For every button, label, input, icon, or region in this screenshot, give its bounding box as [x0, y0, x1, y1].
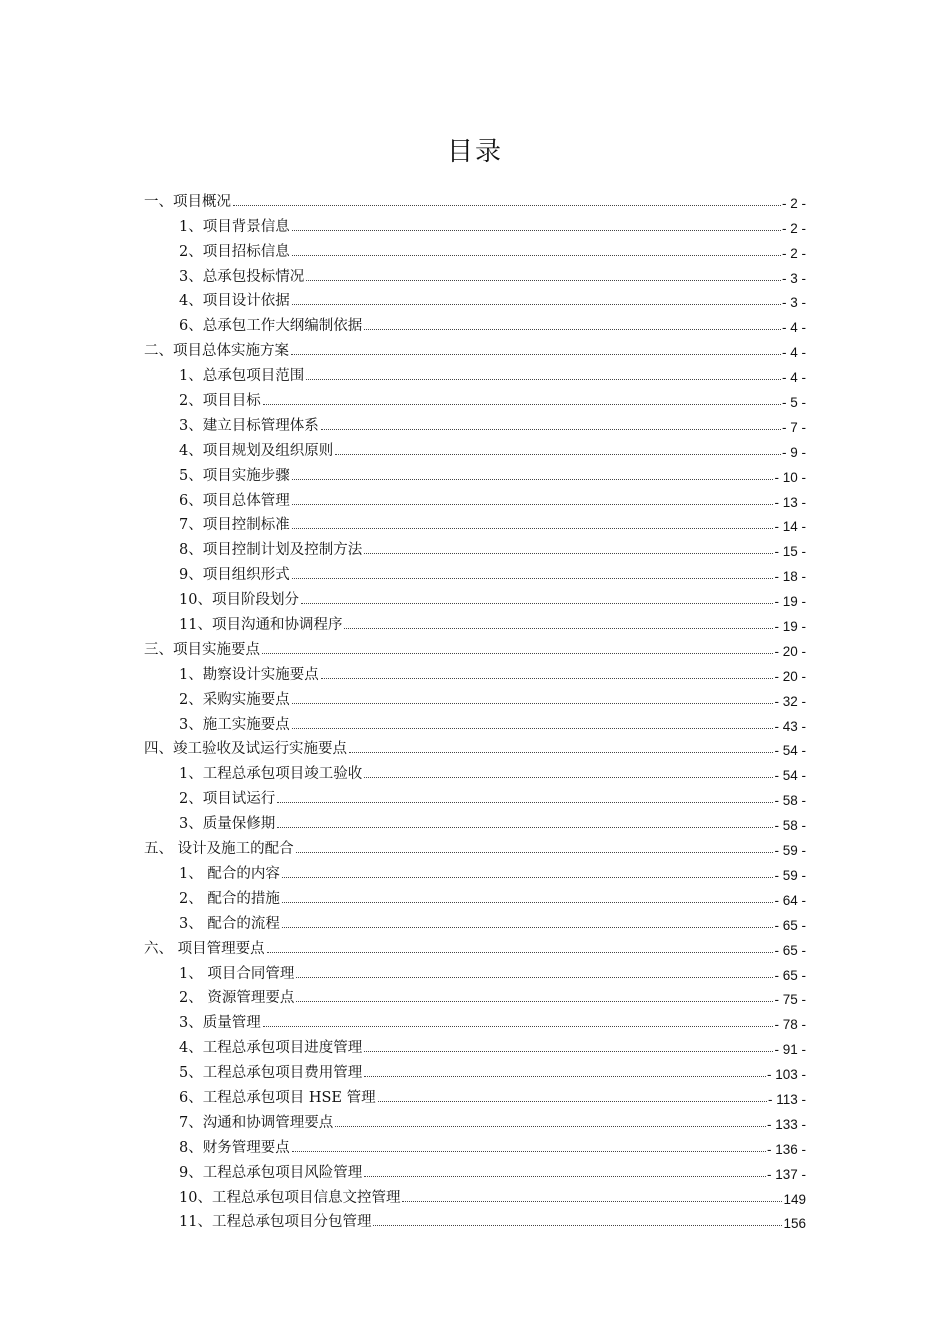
toc-subsection-entry[interactable]	[144, 1182, 806, 1207]
toc-dot-leader	[364, 553, 773, 554]
toc-subsection-entry[interactable]	[144, 1007, 806, 1032]
toc-subsection-entry[interactable]	[144, 858, 806, 883]
toc-dot-leader	[344, 628, 773, 629]
toc-entry-page-number: - 59 -	[774, 843, 806, 859]
toc-entry-label: 3、建立目标管理体系	[179, 417, 319, 434]
toc-entry-page-number: - 20 -	[774, 643, 806, 659]
toc-entry-page-number: - 54 -	[774, 768, 806, 784]
toc-entry-page-number: - 136 -	[766, 1141, 806, 1157]
toc-subsection-entry[interactable]	[144, 559, 806, 584]
toc-dot-leader	[292, 479, 774, 480]
toc-dot-leader	[291, 354, 781, 355]
toc-entry-page-number: 156	[783, 1216, 806, 1232]
toc-dot-leader	[277, 827, 773, 828]
toc-subsection-entry[interactable]	[144, 410, 806, 435]
toc-entry-page-number: - 54 -	[774, 743, 806, 759]
toc-entry-label: 五、 设计及施工的配合	[144, 841, 294, 858]
toc-dot-leader	[282, 902, 774, 903]
toc-entry-label: 2、项目试运行	[179, 791, 276, 808]
toc-dot-leader	[349, 752, 773, 753]
toc-dot-leader	[335, 1126, 766, 1127]
toc-subsection-entry[interactable]	[144, 958, 806, 983]
toc-entry-page-number: - 65 -	[774, 967, 806, 983]
toc-subsection-entry[interactable]	[144, 684, 806, 709]
toc-entry-page-number: - 91 -	[774, 1042, 806, 1058]
toc-section-entry[interactable]	[144, 734, 806, 759]
toc-entry-page-number: - 103 -	[766, 1067, 806, 1083]
toc-entry-page-number: - 64 -	[774, 892, 806, 908]
toc-subsection-entry[interactable]	[144, 385, 806, 410]
toc-dot-leader	[292, 703, 774, 704]
toc-entry-label: 1、 项目合同管理	[179, 965, 295, 982]
toc-entry-page-number: - 2 -	[781, 245, 806, 261]
toc-dot-leader	[364, 1051, 773, 1052]
toc-dot-leader	[292, 528, 774, 529]
toc-entry-page-number: - 59 -	[774, 867, 806, 883]
toc-entry-page-number: - 65 -	[774, 942, 806, 958]
toc-subsection-entry[interactable]	[144, 534, 806, 559]
toc-dot-leader	[233, 205, 781, 206]
toc-subsection-entry[interactable]	[144, 1132, 806, 1157]
toc-subsection-entry[interactable]	[144, 1032, 806, 1057]
toc-entry-label: 6、总承包工作大纲编制依据	[179, 318, 363, 335]
toc-entry-label: 9、工程总承包项目风险管理	[179, 1164, 363, 1181]
toc-entry-label: 10、项目阶段划分	[179, 592, 299, 609]
toc-dot-leader	[263, 404, 781, 405]
toc-dot-leader	[282, 877, 774, 878]
toc-entry-page-number: - 32 -	[774, 693, 806, 709]
toc-entry-label: 1、工程总承包项目竣工验收	[179, 766, 363, 783]
toc-entry-label: 11、工程总承包项目分包管理	[179, 1214, 372, 1231]
toc-entry-label: 10、工程总承包项目信息文控管理	[179, 1189, 401, 1206]
table-of-contents	[144, 186, 806, 1231]
toc-dot-leader	[373, 1225, 782, 1226]
toc-subsection-entry[interactable]	[144, 1207, 806, 1232]
toc-dot-leader	[277, 802, 773, 803]
toc-dot-leader	[321, 678, 774, 679]
toc-entry-label: 3、施工实施要点	[179, 716, 290, 733]
toc-entry-label: 1、项目背景信息	[179, 218, 290, 235]
toc-section-entry[interactable]	[144, 933, 806, 958]
toc-subsection-entry[interactable]	[144, 1057, 806, 1082]
toc-entry-label: 1、 配合的内容	[179, 865, 280, 882]
toc-entry-label: 7、项目控制标准	[179, 517, 290, 534]
toc-subsection-entry[interactable]	[144, 286, 806, 311]
toc-dot-leader	[282, 927, 774, 928]
toc-entry-label: 3、 配合的流程	[179, 915, 280, 932]
toc-entry-label: 一、项目概况	[144, 193, 231, 210]
toc-entry-page-number: - 75 -	[774, 992, 806, 1008]
toc-entry-label: 1、总承包项目范围	[179, 368, 305, 385]
toc-entry-page-number: - 19 -	[774, 619, 806, 635]
toc-dot-leader	[364, 1176, 766, 1177]
toc-section-entry[interactable]	[144, 186, 806, 211]
toc-subsection-entry[interactable]	[144, 883, 806, 908]
toc-subsection-entry[interactable]	[144, 510, 806, 535]
toc-entry-label: 9、项目组织形式	[179, 567, 290, 584]
toc-entry-page-number: - 3 -	[781, 295, 806, 311]
toc-entry-label: 5、工程总承包项目费用管理	[179, 1065, 363, 1082]
toc-entry-label: 7、沟通和协调管理要点	[179, 1114, 334, 1131]
toc-entry-page-number: - 7 -	[781, 419, 806, 435]
toc-entry-label: 6、项目总体管理	[179, 492, 290, 509]
toc-entry-page-number: 149	[783, 1191, 806, 1207]
toc-entry-page-number: - 19 -	[774, 594, 806, 610]
toc-entry-page-number: - 133 -	[766, 1116, 806, 1132]
toc-dot-leader	[292, 1151, 766, 1152]
toc-subsection-entry[interactable]	[144, 609, 806, 634]
toc-subsection-entry[interactable]	[144, 1107, 806, 1132]
toc-subsection-entry[interactable]	[144, 709, 806, 734]
toc-dot-leader	[296, 1001, 773, 1002]
toc-dot-leader	[292, 578, 774, 579]
toc-entry-label: 六、 项目管理要点	[144, 940, 265, 957]
toc-entry-label: 2、 资源管理要点	[179, 990, 295, 1007]
toc-subsection-entry[interactable]	[144, 435, 806, 460]
toc-subsection-entry[interactable]	[144, 1157, 806, 1182]
toc-dot-leader	[267, 952, 774, 953]
toc-entry-page-number: - 3 -	[781, 270, 806, 286]
toc-subsection-entry[interactable]	[144, 236, 806, 261]
toc-entry-page-number: - 5 -	[781, 395, 806, 411]
toc-entry-page-number: - 43 -	[774, 718, 806, 734]
toc-dot-leader	[402, 1201, 782, 1202]
toc-entry-page-number: - 137 -	[766, 1166, 806, 1182]
toc-dot-leader	[364, 777, 773, 778]
toc-entry-label: 11、项目沟通和协调程序	[179, 617, 343, 634]
toc-entry-page-number: - 13 -	[774, 494, 806, 510]
toc-subsection-entry[interactable]	[144, 211, 806, 236]
toc-entry-page-number: - 113 -	[767, 1091, 806, 1107]
toc-dot-leader	[335, 454, 781, 455]
toc-subsection-entry[interactable]	[144, 659, 806, 684]
toc-dot-leader	[378, 1101, 767, 1102]
toc-dot-leader	[262, 653, 773, 654]
toc-dot-leader	[263, 1026, 774, 1027]
toc-entry-label: 3、质量保修期	[179, 816, 276, 833]
toc-entry-page-number: - 4 -	[781, 345, 806, 361]
toc-entry-label: 四、竣工验收及试运行实施要点	[144, 741, 347, 758]
toc-entry-page-number: - 2 -	[781, 220, 806, 236]
toc-subsection-entry[interactable]	[144, 310, 806, 335]
toc-section-entry[interactable]	[144, 833, 806, 858]
toc-entry-page-number: - 78 -	[774, 1017, 806, 1033]
toc-entry-label: 1、勘察设计实施要点	[179, 666, 319, 683]
toc-dot-leader	[292, 504, 774, 505]
toc-entry-page-number: - 15 -	[774, 544, 806, 560]
toc-subsection-entry[interactable]	[144, 460, 806, 485]
toc-subsection-entry[interactable]	[144, 908, 806, 933]
toc-entry-label: 三、项目实施要点	[144, 641, 260, 658]
toc-entry-label: 2、 配合的措施	[179, 890, 280, 907]
toc-dot-leader	[306, 280, 781, 281]
toc-entry-page-number: - 10 -	[774, 469, 806, 485]
toc-entry-page-number: - 9 -	[781, 444, 806, 460]
toc-section-entry[interactable]	[144, 634, 806, 659]
page-title: 目录	[446, 137, 503, 167]
toc-subsection-entry[interactable]	[144, 1082, 806, 1107]
toc-entry-page-number: - 4 -	[781, 370, 806, 386]
toc-dot-leader	[292, 728, 774, 729]
toc-dot-leader	[364, 329, 781, 330]
toc-entry-label: 4、项目设计依据	[179, 293, 290, 310]
toc-subsection-entry[interactable]	[144, 783, 806, 808]
toc-entry-page-number: - 18 -	[774, 569, 806, 585]
toc-entry-label: 8、项目控制计划及控制方法	[179, 542, 363, 559]
toc-entry-label: 4、项目规划及组织原则	[179, 442, 334, 459]
toc-entry-page-number: - 4 -	[781, 320, 806, 336]
toc-dot-leader	[301, 603, 774, 604]
toc-dot-leader	[364, 1076, 766, 1077]
toc-entry-page-number: - 14 -	[774, 519, 806, 535]
toc-entry-label: 2、项目招标信息	[179, 243, 290, 260]
toc-entry-label: 8、财务管理要点	[179, 1139, 290, 1156]
toc-subsection-entry[interactable]	[144, 808, 806, 833]
toc-dot-leader	[306, 379, 781, 380]
toc-entry-label: 2、采购实施要点	[179, 691, 290, 708]
toc-entry-label: 5、项目实施步骤	[179, 467, 290, 484]
toc-dot-leader	[292, 255, 781, 256]
toc-dot-leader	[296, 977, 773, 978]
toc-dot-leader	[292, 230, 781, 231]
toc-dot-leader	[321, 429, 781, 430]
toc-subsection-entry[interactable]	[144, 261, 806, 286]
toc-subsection-entry[interactable]	[144, 485, 806, 510]
toc-subsection-entry[interactable]	[144, 758, 806, 783]
toc-subsection-entry[interactable]	[144, 360, 806, 385]
toc-entry-page-number: - 20 -	[774, 668, 806, 684]
toc-entry-label: 二、项目总体实施方案	[144, 343, 289, 360]
toc-section-entry[interactable]	[144, 335, 806, 360]
toc-entry-label: 3、质量管理	[179, 1015, 261, 1032]
toc-dot-leader	[296, 852, 774, 853]
toc-subsection-entry[interactable]	[144, 983, 806, 1008]
toc-entry-label: 2、项目目标	[179, 393, 261, 410]
toc-entry-label: 3、总承包投标情况	[179, 268, 305, 285]
toc-entry-page-number: - 2 -	[781, 195, 806, 211]
toc-entry-page-number: - 58 -	[774, 818, 806, 834]
toc-dot-leader	[292, 304, 781, 305]
toc-entry-page-number: - 65 -	[774, 917, 806, 933]
toc-entry-label: 4、工程总承包项目进度管理	[179, 1040, 363, 1057]
toc-subsection-entry[interactable]	[144, 584, 806, 609]
toc-entry-label: 6、工程总承包项目 HSE 管理	[179, 1089, 376, 1106]
toc-entry-page-number: - 58 -	[774, 793, 806, 809]
